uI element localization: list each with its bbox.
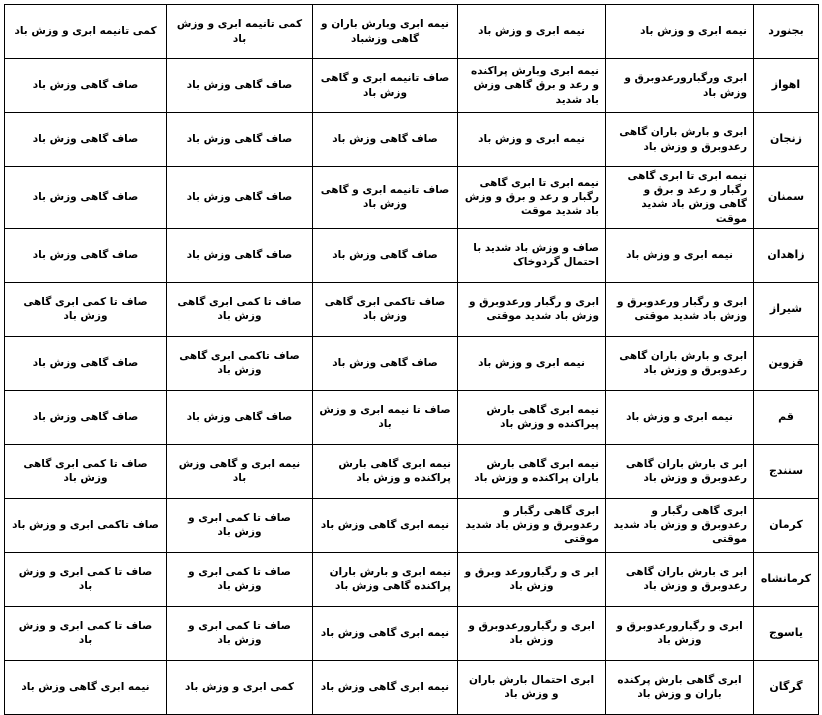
forecast-cell: نیمه ابری و وزش باد [606,228,754,282]
city-name: بجنورد [754,5,819,59]
forecast-cell: ابری گاهی بارش پرکنده باران و وزش باد [606,660,754,714]
forecast-cell: صاف تا کمی ابری و وزش باد [167,552,313,606]
forecast-cell: صاف تانیمه ابری و گاهی وزش باد [313,167,458,229]
forecast-cell: ابر ی بارش باران گاهی رعدوبرق و وزش باد [606,552,754,606]
forecast-cell: نیمه ابری و گاهی وزش باد [167,444,313,498]
forecast-cell: صاف گاهی وزش باد [167,113,313,167]
city-name: زنجان [754,113,819,167]
forecast-cell: نیمه ابری گاهی وزش باد [313,660,458,714]
forecast-cell: صاف تا کمی ابری و وزش باد [5,606,167,660]
forecast-cell: نیمه ابری و وزش باد [606,390,754,444]
city-name: سمنان [754,167,819,229]
forecast-cell: صاف تاکمی ابری گاهی وزش باد [313,282,458,336]
forecast-cell: کمی تانیمه ابری و وزش باد [167,5,313,59]
forecast-cell: صاف گاهی وزش باد [5,228,167,282]
weather-forecast-table [4,4,819,715]
forecast-cell: صاف تاکمی ابری گاهی وزش باد [167,336,313,390]
forecast-cell: ابری و رگبار ورعدوبرق و وزش باد شدید موقتی [458,282,606,336]
forecast-cell: صاف تا کمی ابری گاهی وزش باد [5,282,167,336]
forecast-cell: ابری گاهی رگبار و رعدوبرق و وزش باد شدید موقتی [606,498,754,552]
table-row [5,552,819,606]
forecast-cell: صاف گاهی وزش باد [313,113,458,167]
forecast-cell: نیمه ابری و بارش باران پراکنده گاهی وزش باد [313,552,458,606]
forecast-cell: نیمه ابری گاهی بارش پیراکنده و وزش باد [458,390,606,444]
forecast-cell: ابری و بارش باران گاهی رعدوبرق و وزش باد [606,336,754,390]
forecast-cell: نیمه ابری گاهی بارش باران پراکنده و وزش باد [458,444,606,498]
forecast-cell: صاف تاکمی ابری و وزش باد [5,498,167,552]
forecast-cell: ابری گاهی رگبار و رعدوبرق و وزش باد شدید موقتی [458,498,606,552]
city-name: قزوین [754,336,819,390]
forecast-cell: نیمه ابری و وزش باد [458,113,606,167]
table-row [5,390,819,444]
table-row [5,5,819,59]
forecast-cell: صاف تانیمه ابری و گاهی وزش باد [313,59,458,113]
forecast-cell: ابر ی و رگبارورعد وبرق و وزش باد [458,552,606,606]
forecast-cell: نیمه ابری گاهی وزش باد [5,660,167,714]
table-row [5,113,819,167]
table-row [5,167,819,229]
city-name: قم [754,390,819,444]
forecast-cell: ابری ورگبارورعدوبرق و وزش باد [606,59,754,113]
forecast-cell: نیمه ابری گاهی بارش پراکنده و وزش باد [313,444,458,498]
forecast-cell: صاف گاهی وزش باد [313,336,458,390]
forecast-cell: صاف گاهی وزش باد [313,228,458,282]
forecast-cell: نیمه ابری تا ابری گاهی رگبار و رعد و برق و گاهی وزش باد شدید موقت [606,167,754,229]
forecast-cell: کمی ابری و وزش باد [167,660,313,714]
forecast-cell: نیمه ابری تا ابری گاهی رگبار و رعد و برق و وزش باد شدید موقت [458,167,606,229]
forecast-cell: صاف تا کمی ابری و وزش باد [5,552,167,606]
forecast-cell: صاف گاهی وزش باد [5,59,167,113]
forecast-cell: صاف تا کمی ابری گاهی وزش باد [167,282,313,336]
forecast-cell: صاف گاهی وزش باد [167,167,313,229]
city-name: کرمانشاه [754,552,819,606]
forecast-cell: صاف تا کمی ابری گاهی وزش باد [5,444,167,498]
forecast-cell: صاف گاهی وزش باد [167,390,313,444]
forecast-cell: صاف گاهی وزش باد [167,59,313,113]
table-row [5,336,819,390]
forecast-cell: صاف تا نیمه ابری و وزش باد [313,390,458,444]
forecast-cell: ابری و رگبار ورعدوبرق و وزش باد شدید موقتی [606,282,754,336]
forecast-cell: نیمه ابری گاهی وزش باد [313,606,458,660]
forecast-cell: کمی تانیمه ابری و وزش باد [5,5,167,59]
forecast-cell: صاف و وزش باد شدید با احتمال گردوخاک [458,228,606,282]
forecast-cell: ابری و رگبارورعدوبرق و وزش باد [606,606,754,660]
table-row [5,660,819,714]
forecast-cell: صاف گاهی وزش باد [5,113,167,167]
table-row [5,606,819,660]
forecast-cell: ابری و بارش باران گاهی رعدوبرق و وزش باد [606,113,754,167]
table-row [5,498,819,552]
forecast-cell: صاف گاهی وزش باد [167,228,313,282]
forecast-cell: صاف تا کمی ابری و وزش باد [167,606,313,660]
table-row [5,228,819,282]
forecast-cell: نیمه ابری و وزش باد [458,336,606,390]
forecast-cell: نیمه ابری و وزش باد [458,5,606,59]
forecast-table-body [5,5,819,715]
city-name: اهواز [754,59,819,113]
forecast-table-wrapper [4,4,818,701]
forecast-cell: صاف گاهی وزش باد [5,390,167,444]
city-name: سنندج [754,444,819,498]
table-row [5,59,819,113]
forecast-cell: نیمه ابری و وزش باد [606,5,754,59]
forecast-cell: صاف گاهی وزش باد [5,336,167,390]
city-name: گرگان [754,660,819,714]
city-name: یاسوج [754,606,819,660]
forecast-cell: نیمه ابری گاهی وزش باد [313,498,458,552]
city-name: زاهدان [754,228,819,282]
city-name: شیراز [754,282,819,336]
city-name: کرمان [754,498,819,552]
forecast-cell: ابری و رگبارورعدوبرق و وزش باد [458,606,606,660]
forecast-cell: ابری احتمال بارش باران و وزش باد [458,660,606,714]
table-row [5,444,819,498]
forecast-cell: ابر ی بارش باران گاهی رعدوبرق و وزش باد [606,444,754,498]
forecast-cell: صاف تا کمی ابری و وزش باد [167,498,313,552]
forecast-cell: نیمه ابری وبارش باران و گاهی وزشباد [313,5,458,59]
forecast-cell: صاف گاهی وزش باد [5,167,167,229]
forecast-cell: نیمه ابری وبارش پراکنده و رعد و برق گاهی وزش باد شدید [458,59,606,113]
table-row [5,282,819,336]
